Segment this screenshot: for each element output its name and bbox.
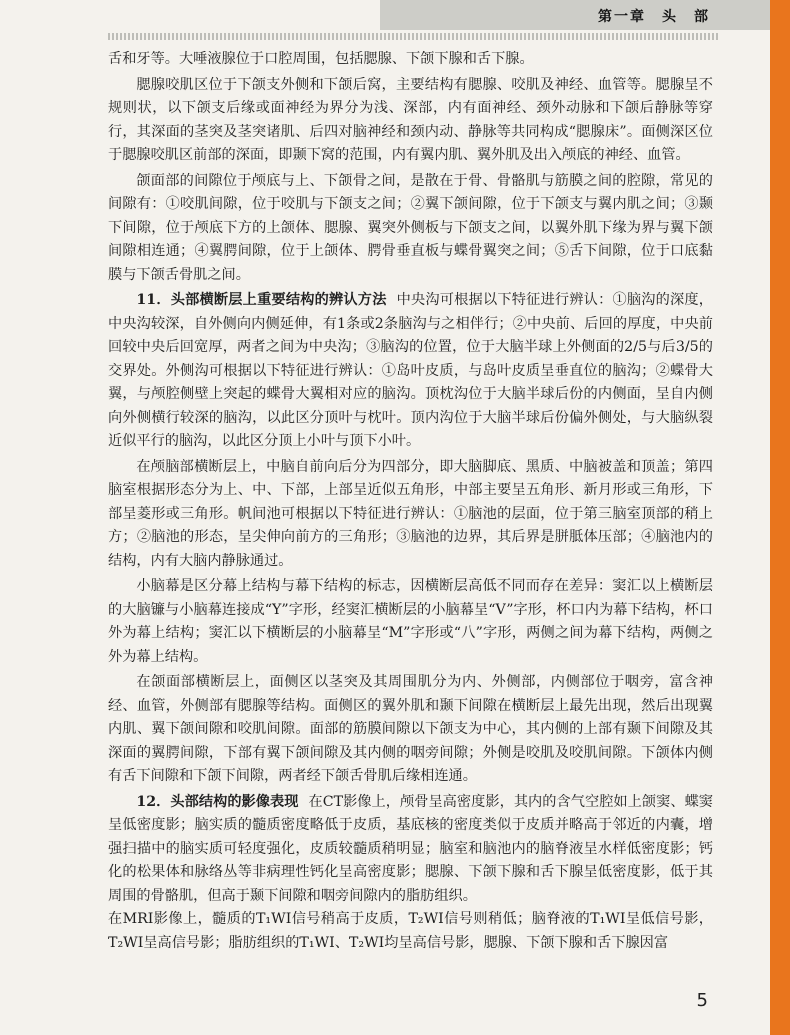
paragraph-8-text: 在CT影像上，颅骨呈高密度影，其内的含气空腔如上颌窦、蝶窦呈低密度影；脑实质的髓质密度略低于皮质，基底核的密度类似于皮质并略高于邻近的内囊，增强扫描中的脑实质可轻度强化，皮质较髓质稍明显；脑室和脑池内的脑脊液呈水样低密度影；钙化的松果体和脉络丛等非病理性钙化呈高密度影；腮腺、下颌下腺和舌下腺呈低密度影，低于其周围的骨骼肌，但高于颞下间隙和咽旁间隙内的脂肪组织。	[108, 793, 713, 904]
paragraph-7: 在颌面部横断层上，面侧区以茎突及其周围肌分为内、外侧部，内侧部位于咽旁，富含神经、血管，外侧部有腮腺等结构。面侧区的翼外肌和颞下间隙在横断层上最先出现，然后出现翼内肌、翼下颌间隙和咬肌间隙。面部的筋膜间隙以下颌支为中心，其内侧的上部有颞下间隙及其深面的翼腭间隙，下部有翼下颌间隙及其内侧的咽旁间隙；外侧是咬肌及咬肌间隙。下颌体内侧有舌下间隙和下颌下间隙，两者经下颌舌骨肌后缘相连通。	[108, 674, 713, 784]
paragraph-6: 小脑幕是区分幕上结构与幕下结构的标志，因横断层高低不同而存在差异：窦汇以上横断层的大脑镰与小脑幕连接成“Y”字形，经窦汇横断层的小脑幕呈“V”字形，杯口内为幕下结构，杯口外为幕上结构；窦汇以下横断层的小脑幕呈“M”字形或“八”字形，两侧之间为幕下结构，两侧之外为幕上结构。	[108, 578, 713, 665]
section-heading-11: 11．头部横断层上重要结构的辨认方法	[136, 292, 387, 308]
chapter-title: 第一章 头 部	[598, 9, 710, 25]
body-text	[108, 48, 713, 955]
paragraph-4	[108, 289, 713, 454]
header-rule	[108, 33, 718, 40]
orange-edge-stripe	[770, 0, 790, 1035]
paragraph-9: 在MRI影像上，髓质的T₁WI信号稍高于皮质，T₂WI信号则稍低；脑脊液的T₁WI呈低信号影，T₂WI呈高信号影；脂肪组织的T₁WI、T₂WI均呈高信号影，腮腺、下颌下腺和舌下腺因富	[108, 911, 713, 951]
paragraph-1: 舌和牙等。大唾液腺位于口腔周围，包括腮腺、下颌下腺和舌下腺。	[108, 51, 534, 67]
running-header-band	[380, 0, 770, 30]
paragraph-8	[108, 791, 713, 909]
paragraph-5: 在颅脑部横断层上，中脑自前向后分为四部分，即大脑脚底、黑质、中脑被盖和顶盖；第四脑室根据形态分为上、中、下部，上部呈近似五角形，中部主要呈五角形、新月形或三角形，下部呈菱形或三角形。帆间池可根据以下特征进行辨认：①脑池的层面，位于第三脑室顶部的稍上方；②脑池的形态，呈尖伸向前方的三角形；③脑池的边界，其后界是胼胝体压部；④脑池内的结构，内有大脑内静脉通过。	[108, 458, 713, 569]
paragraph-2: 腮腺咬肌区位于下颌支外侧和下颌后窝，主要结构有腮腺、咬肌及神经、血管等。腮腺呈不规则状，以下颌支后缘或面神经为界分为浅、深部，内有面神经、颈外动脉和下颌后静脉等穿行，其深面的茎突及茎突诸肌、后四对脑神经和颈内动、静脉等共同构成“腮腺床”。面侧深区位于腮腺咬肌区前部的深面，即颞下窝的范围，内有翼内肌、翼外肌及出入颅底的神经、血管。	[108, 76, 713, 163]
paragraph-3: 颌面部的间隙位于颅底与上、下颌骨之间，是散在于骨、骨骼肌与筋膜之间的腔隙，常见的间隙有：①咬肌间隙，位于咬肌与下颌支之间；②翼下颌间隙，位于下颌支与翼内肌之间；③颞下间隙，位于颅底下方的上颌体、腮腺、翼突外侧板与下颌支之间，以翼外肌下缘为界与翼下颌间隙相连通；④翼腭间隙，位于上颌体、腭骨垂直板与蝶骨翼突之间；⑤舌下间隙，位于口底黏膜与下颌舌骨肌之间。	[108, 172, 713, 283]
page-number: 5	[696, 990, 708, 1011]
paragraph-4-text: 中央沟可根据以下特征进行辨认：①脑沟的深度，中央沟较深，自外侧向内侧延伸，有1条或2条脑沟与之相伴行；②中央前、后回的厚度，中央前回较中央后回宽厚，两者之间为中央沟；③脑沟的位置，位于大脑半球上外侧面的2/5与后3/5的交界处。外侧沟可根据以下特征进行辨认：①岛叶皮质，与岛叶皮质呈垂直位的脑沟；②蝶骨大翼，与颅腔侧壁上突起的蝶骨大翼相对应的脑沟。顶枕沟位于大脑半球后份的内侧面，呈自内侧向外侧横行较深的脑沟，以此区分顶叶与枕叶。顶内沟位于大脑半球后份偏外侧处，与大脑纵裂近似平行的脑沟，以此区分顶上小叶与顶下小叶。	[108, 292, 713, 449]
section-heading-12: 12．头部结构的影像表现	[136, 793, 299, 810]
